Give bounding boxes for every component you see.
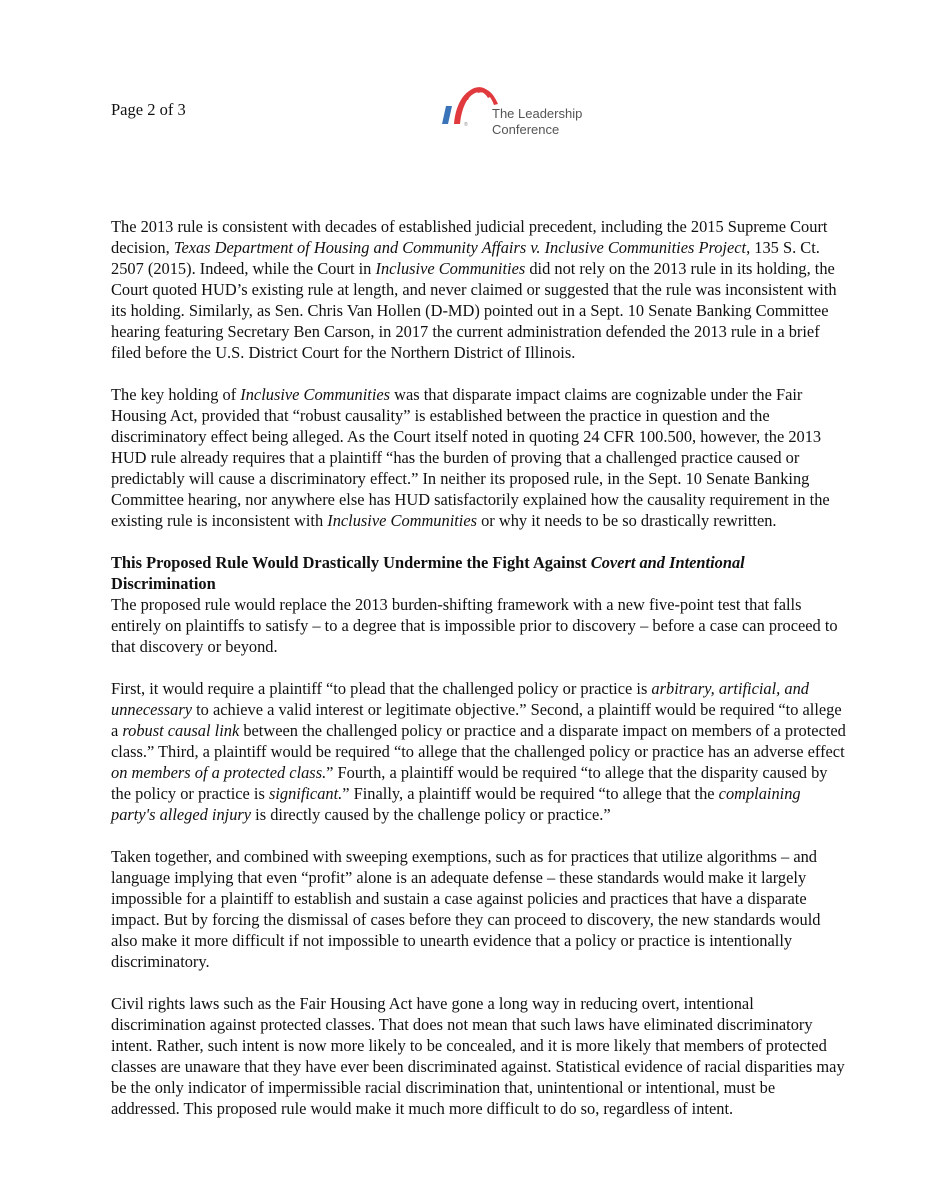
section-heading [111,552,847,594]
arch-logo-icon [440,80,500,130]
text-run: Civil rights laws such as the Fair Housing Act have gone a long way in reducing overt, intentional discrimination against protected classes. That does not mean that such laws have eliminated discriminatory intent. Rather, such intent is now more likely to be concealed, and it is more likely that members of protected classes are unaware that they have ever been discriminated against. Statistical evidence of racial disparities may be the only indicator of impermissible racial discrimination that, unintentional or intentional, must be addressed. This proposed rule would make it much more difficult to do so, regardless of intent. [111,994,845,1118]
text-run: Discrimination [111,574,216,593]
logo-text-line2: Conference [492,122,560,137]
text-run: did not rely on the 2013 rule in its holding, the Court quoted HUD’s existing rule at length, and never claimed or suggested that the rule was inconsistent with its holding. Similarly, as Sen. Chris Van Hollen (D-MD) pointed out in a Sept. 10 Senate Banking Committee hearing featuring Secretary Ben Carson, in 2017 the current administration defended the 2013 rule in a brief filed before the U.S. District Court for the Northern District of Illinois. [111,259,837,362]
page-number: Page 2 of 3 [111,100,186,119]
text-run: to achieve a valid interest or legitimate objective.” Second, a plaintiff would be required “to allege a [111,700,842,740]
text-run: First, it would require a plaintiff “to plead that the challenged policy or practice is [111,679,652,698]
italic-text: significant. [268,784,343,803]
italic-text: Inclusive Communities [240,385,391,404]
italic-text: Covert and Intentional [590,553,745,572]
paragraph [111,594,847,657]
paragraph [111,216,847,363]
italic-text: on members of a protected class. [111,763,327,782]
paragraph [111,678,847,825]
text-run: The 2013 rule is consistent with decades of established judicial precedent, including the 2015 Supreme Court decision, [111,217,828,257]
svg-text:®: ® [464,122,468,128]
logo-text-line1: The Leadership [492,106,583,121]
text-run: between the challenged policy or practice and a disparate impact on members of a protected class.” Third, a plaintiff would be required “to allege that the challenged policy or practice has an adverse effect [111,721,846,761]
italic-text: Texas Department of Housing and Community Affairs v. Inclusive Communities Project [173,238,747,257]
paragraph [111,993,847,1119]
leadership-conference-logo [440,80,600,144]
italic-text: complaining party's alleged injury [111,784,801,824]
italic-text: Inclusive Communities [375,259,526,278]
text-run: This Proposed Rule Would Drastically Undermine the Fight Against [111,553,591,572]
text-run: The key holding of [111,385,241,404]
text-run: , 135 S. Ct. 2507 (2015). Indeed, while the Court in [111,238,820,278]
paragraph [111,384,847,531]
text-run: The proposed rule would replace the 2013 burden-shifting framework with a new five-point test that falls entirely on plaintiffs to satisfy – to a degree that is impossible prior to discovery – before a case can proceed to that discovery or beyond. [111,595,838,656]
text-run: was that disparate impact claims are cognizable under the Fair Housing Act, provided that “robust causality” is established between the practice in question and the discriminatory effect being alleged. As the Court itself noted in quoting 24 CFR 100.500, however, the 2013 HUD rule already requires that a plaintiff “has the burden of proving that a challenged practice caused or predictably will cause a discriminatory effect.” In neither its proposed rule, in the Sept. 10 Senate Banking Committee hearing, nor anywhere else has HUD satisfactorily explained how the causality requirement in the existing rule is inconsistent with [111,385,830,530]
text-run: or why it needs to be so drastically rewritten. [477,511,777,530]
text-run: ” Fourth, a plaintiff would be required “to allege that the disparity caused by the policy or practice is [111,763,828,803]
italic-text: robust causal link [122,721,240,740]
text-run: is directly caused by the challenge policy or practice.” [251,805,611,824]
italic-text: arbitrary, artificial, and unnecessary [111,679,809,719]
paragraph [111,846,847,972]
italic-text: Inclusive Communities [327,511,478,530]
text-run: Taken together, and combined with sweeping exemptions, such as for practices that utilize algorithms – and language implying that even “profit” alone is an adequate defense – these standards would make it largely impossible for a plaintiff to establish and sustain a case against policies and practices that have a disparate impact. But by forcing the dismissal of cases before they can proceed to discovery, the new standards would also make it more difficult if not impossible to unearth evidence that a policy or practice is intentionally discriminatory. [111,847,821,971]
text-run: ” Finally, a plaintiff would be required “to allege that the [342,784,719,803]
document-body [111,216,847,1140]
